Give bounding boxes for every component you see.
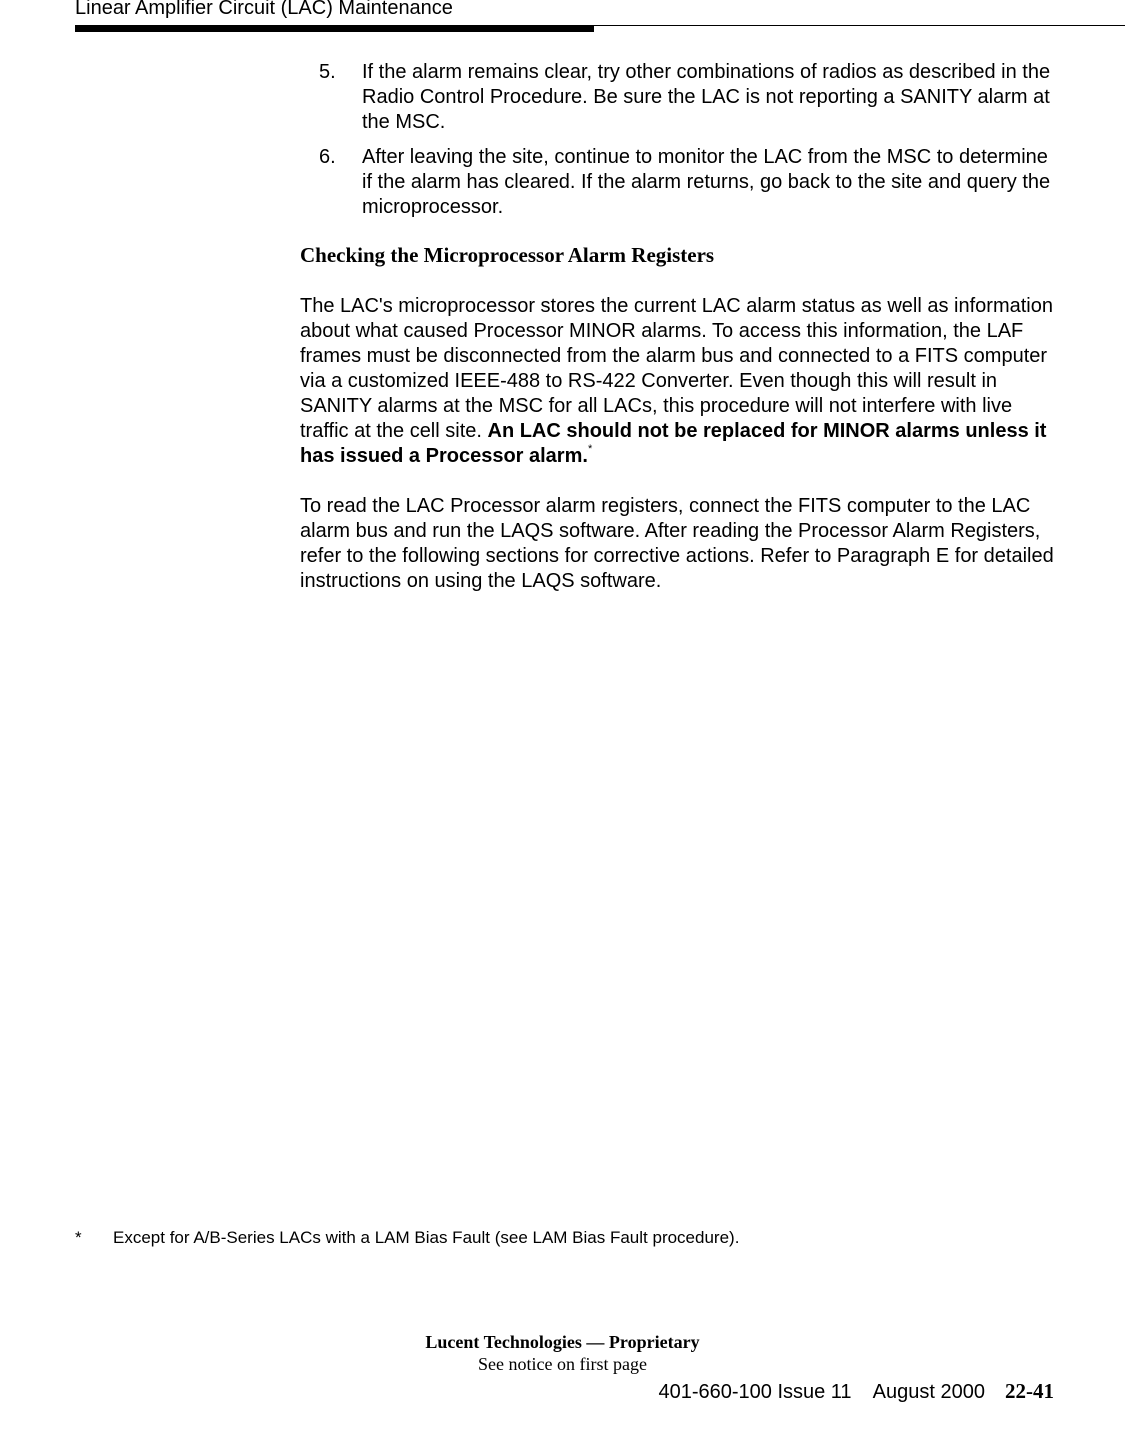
header-rule-thin bbox=[594, 25, 1125, 26]
footer-company: Lucent Technologies — Proprietary bbox=[425, 1332, 700, 1352]
procedure-steps bbox=[319, 60, 1059, 230]
footnote-reference: * bbox=[587, 443, 593, 456]
footnote bbox=[75, 1227, 739, 1249]
section-heading: Checking the Microprocessor Alarm Registers bbox=[300, 243, 715, 267]
footer-doc-number: 401-660-100 Issue 11 August 2000 bbox=[658, 1381, 985, 1403]
paragraph-alarm-registers bbox=[300, 294, 1055, 469]
running-header-title: Linear Amplifier Circuit (LAC) Maintenance bbox=[75, 0, 453, 19]
step-number: 6. bbox=[319, 146, 336, 168]
footnote-marker: * bbox=[75, 1228, 82, 1247]
page-number: 22-41 bbox=[1005, 1379, 1054, 1403]
paragraph-bold-warning: An LAC should not be replaced for MINOR alarms unless it has issued a Processor alarm. bbox=[300, 420, 1047, 467]
header-rule-thick bbox=[75, 25, 594, 32]
step-number: 5. bbox=[319, 61, 336, 83]
step-text: If the alarm remains clear, try other combinations of radios as described in the Radio Control Procedure. Be sure the LAC is not reporting a SANITY alarm at the MSC. bbox=[362, 61, 1051, 133]
step-text: After leaving the site, continue to monitor the LAC from the MSC to determine if the alarm has cleared. If the alarm returns, go back to the site and query the microprocessor. bbox=[362, 146, 1051, 218]
footer-notice: See notice on first page bbox=[478, 1354, 647, 1374]
procedure-step bbox=[319, 145, 1059, 220]
procedure-step bbox=[319, 60, 1059, 135]
paragraph-read-registers: To read the LAC Processor alarm registers, connect the FITS computer to the LAC alarm bus and run the LAQS software. After reading the Processor Alarm Registers, refer to the following sections for corrective actions. Refer to Paragraph E for detailed instructions on using the LAQS software. bbox=[300, 495, 1054, 592]
footnote-text: Except for A/B-Series LACs with a LAM Bias Fault (see LAM Bias Fault procedure). bbox=[113, 1228, 740, 1247]
paragraph-text: The LAC's microprocessor stores the current LAC alarm status as well as information about what caused Processor MINOR alarms. To access this information, the LAF frames must be disconnected from the alarm bus and connected to a FITS computer via a customized IEEE-488 to RS-422 Converter. Even though this will result in SANITY alarms at the MSC for all LACs, this procedure will not interfere with live traffic at the cell site. bbox=[300, 295, 1053, 442]
footer-doc-info bbox=[658, 1378, 1054, 1405]
